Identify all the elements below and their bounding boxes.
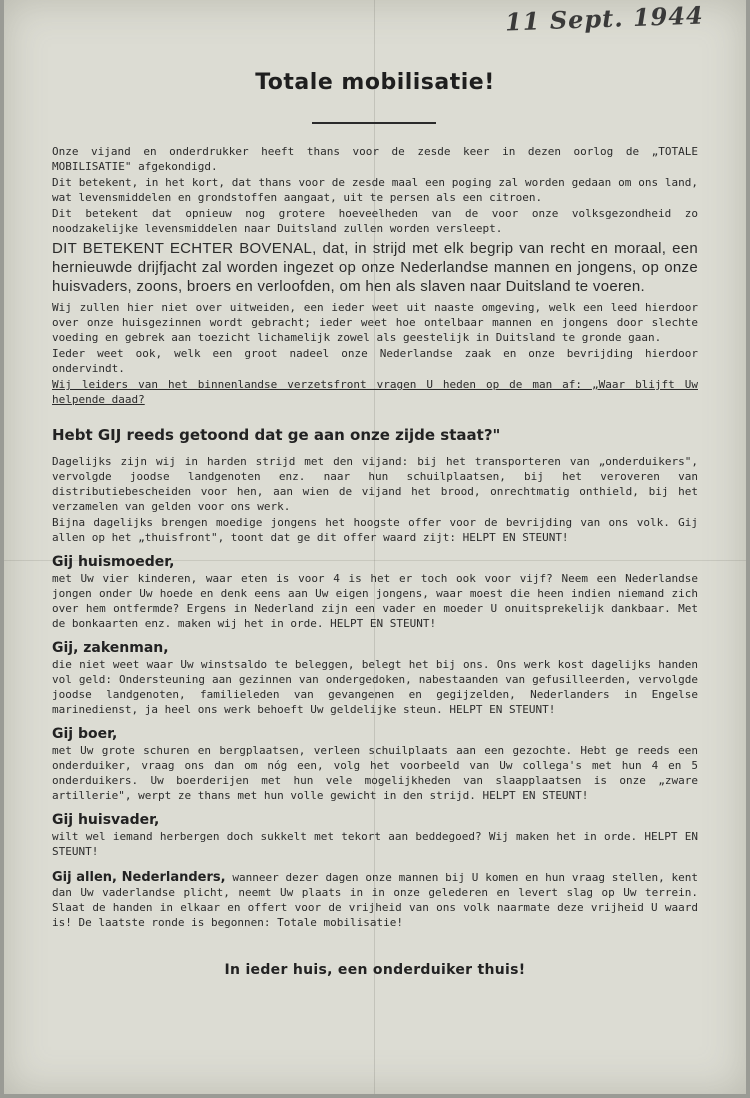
section-text-huismoeder: met Uw vier kinderen, waar eten is voor 4 is het er toch ook voor vijf? Neem een Nederlandse jongen onder Uw hoede en denk eens aan Uw eigen jongens, waar moest die heen indien niemand zich over hem ontfermde? Ergens in Nederland zijn een vader en moeder U onuitsprekelijk dankbaar. Met de bonkaarten enz. maken wij het in orde. HELPT EN STEUNT! <box>52 572 698 630</box>
paragraph-3-line-1: Dagelijks zijn wij in harden strijd met den vijand: bij het transporteren van „onderduikers", vervolgde joodse landgenoten enz. naar hun schuilplaatsen, bij het veroveren van distributiebescheiden voor hen, aan wien de vijand het brood, onrechtmatig onthield, bij het verzamelen van gelden voor ons werk. <box>52 455 698 513</box>
closing-slogan: In ieder huis, een onderduiker thuis! <box>224 962 526 978</box>
paragraph-2-line-2: Ieder weet ook, welk een groot nadeel onze Nederlandse zaak en onze bevrijding hierdoor ondervindt. <box>52 347 698 375</box>
final-text: wanneer dezer dagen onze mannen bij U komen en hun vraag stellen, kent dan Uw vaderlandse plicht, neemt Uw plaats in in onze gelederen en levert slag op Uw terrein. Slaat de handen in elkaar en offert voor de vrijheid van ons volk naarmate deze vrijheid U waard is! De laatste ronde is begonnen: Totale mobilisatie! <box>52 871 698 929</box>
intro-paragraph-3: Dit betekent dat opnieuw nog grotere hoeveelheden van de voor onze volksgezondheid zo noodzakelijke levensmiddelen naar Duitsland zullen worden versleept. <box>52 207 698 235</box>
paragraph-2-line-1: Wij zullen hier niet over uitweiden, een ieder weet uit naaste omgeving, welk een leed hierdoor over onze huisgezinnen wordt gebracht; ieder weet hoe ontelbaar mannen en jongens door slechte voeding en gebrek aan toezicht lichamelijk zowel als geestelijk in Duitsland te gronde gaan. <box>52 301 698 344</box>
paragraph-3-line-2: Bijna dagelijks brengen moedige jongens het hoogste offer voor de bevrijding van ons volk. Gij allen op het „thuisfront", toont dat ge dit offer waard zijt: HELPT EN STEUNT! <box>52 516 698 544</box>
section-heading-zakenman: Gij, zakenman, <box>52 640 169 656</box>
section-text-boer: met Uw grote schuren en bergplaatsen, verleen schuilplaats aan een gezochte. Hebt ge reeds een onderduiker, vraag ons dan om nóg een, volg het voorbeeld van Uw collega's met hun 4 en 5 onderduikers. Uw boerderijen met hun vele mogelijkheden van slaapplaatsen is onze „zware artillerie", werpt ze thans met hun volle gewicht in den strijd. HELPT EN STEUNT! <box>52 744 698 802</box>
paragraph-2-line-3: Wij leiders van het binnenlandse verzetsfront vragen U heden op de man af: „Waar blijft Uw helpende daad? <box>52 378 698 406</box>
handwritten-date: 11 Sept. 1944 <box>504 0 705 37</box>
final-paragraph <box>52 870 698 930</box>
emphasis-paragraph: DIT BETEKENT ECHTER BOVENAL, dat, in strijd met elk begrip van recht en moraal, een hernieuwde drijfjacht zal worden ingezet op onze Nederlandse mannen en jongens, op onze huisvaders, zoons, broers en verloofden, om hen als slaven naar Duitsland te voeren. <box>52 240 698 295</box>
intro-paragraph-2: Dit betekent, in het kort, dat thans voor de zesde maal een poging zal worden gedaan om ons land, wat levensmiddelen en grondstoffen aangaat, uit te persen als een citroen. <box>52 176 698 204</box>
section-heading-huismoeder: Gij huismoeder, <box>52 554 175 570</box>
section-heading-huisvader: Gij huisvader, <box>52 812 160 828</box>
page-title: Totale mobilisatie! <box>255 70 495 95</box>
title-underline <box>312 122 436 124</box>
final-heading: Gij allen, Nederlanders, <box>52 870 226 885</box>
document-body <box>52 144 698 931</box>
intro-paragraph-1: Onze vijand en onderdrukker heeft thans voor de zesde keer in dezen oorlog de „TOTALE MOBILISATIE" afgekondigd. <box>52 145 698 173</box>
section-text-zakenman: die niet weet waar Uw winstsaldo te beleggen, belegt het bij ons. Ons werk kost dagelijks handen vol geld: Ondersteuning aan gezinnen van ondergedoken, nabestaanden van gefusilleerden, vervolgde joodse landgenoten, familieleden van gevangenen en gegijzelden, Nederlanders in Engelse marinedienst, ja heel ons werk behoeft Uw geldelijke steun. HELPT EN STEUNT! <box>52 658 698 716</box>
question-heading: Hebt GIJ reeds getoond dat ge aan onze zijde staat?" <box>52 426 501 444</box>
section-heading-boer: Gij boer, <box>52 726 118 742</box>
section-text-huisvader: wilt wel iemand herbergen doch sukkelt met tekort aan beddegoed? Wij maken het in orde. HELPT EN STEUNT! <box>52 830 698 858</box>
